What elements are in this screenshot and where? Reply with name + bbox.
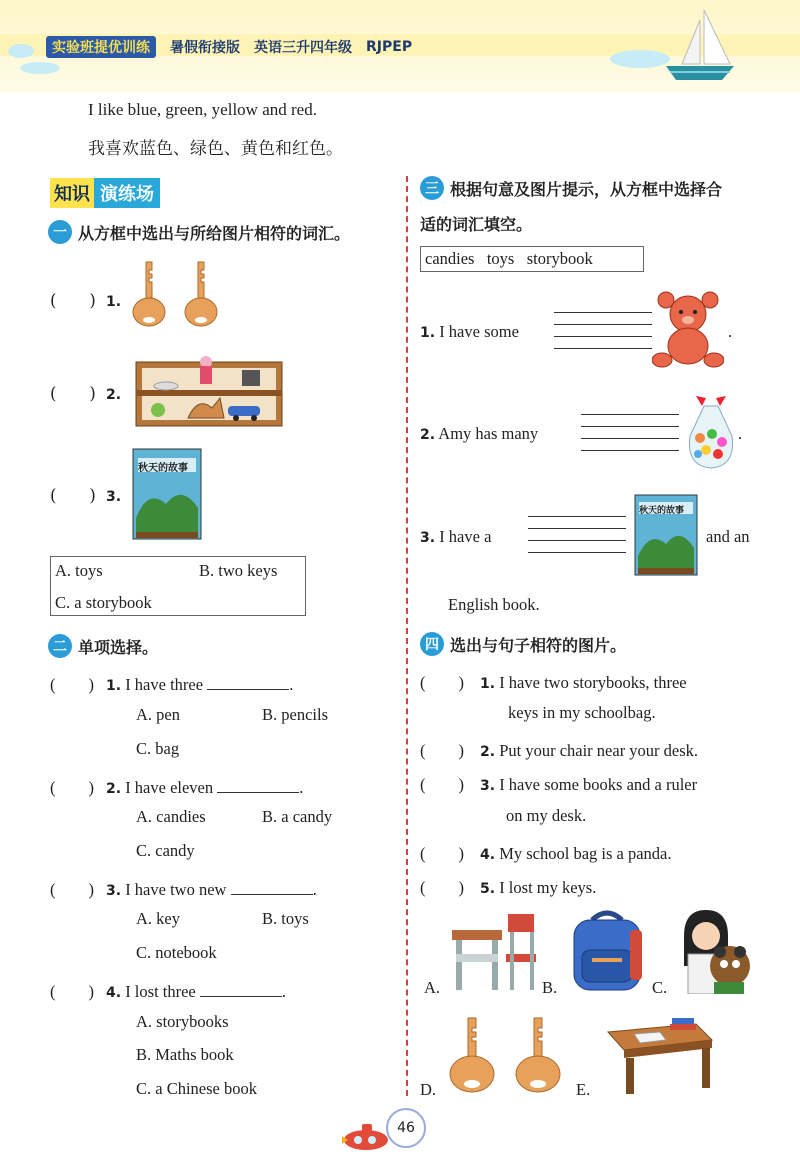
s4-item-1-continuation: keys in my schoolbag. bbox=[508, 703, 656, 722]
s2-q2-option-b: B. a candy bbox=[262, 807, 333, 826]
answer-blank[interactable] bbox=[207, 676, 289, 690]
sailboat-icon bbox=[660, 6, 740, 88]
s2-q1-option-b: B. pencils bbox=[262, 705, 328, 724]
s2-q3-option-b: B. toys bbox=[262, 909, 309, 928]
s4-item-3-continuation: on my desk. bbox=[506, 806, 587, 825]
question-number: 1. bbox=[106, 678, 122, 694]
s3-q2-writing-line[interactable] bbox=[581, 438, 679, 439]
question-text: I have three bbox=[125, 675, 204, 694]
section-3-heading bbox=[420, 176, 722, 200]
s3-q1-writing-line[interactable] bbox=[554, 336, 652, 337]
item-text: My school bag is a panda. bbox=[499, 844, 672, 863]
s3-q1-writing-line[interactable] bbox=[554, 312, 652, 313]
s3-q3-end: and an bbox=[706, 527, 750, 546]
section-4-title: 选出与句子相符的图片。 bbox=[450, 635, 627, 655]
answer-paren[interactable]: ( ) bbox=[50, 486, 96, 505]
question-text: I have some bbox=[439, 322, 519, 341]
s1-item-3 bbox=[50, 482, 121, 506]
s3-q1-writing-line[interactable] bbox=[554, 324, 652, 325]
answer-paren[interactable]: ( ) bbox=[50, 982, 94, 1001]
section-3-title-line2: 适的词汇填空。 bbox=[420, 215, 533, 234]
question-text: Amy has many bbox=[438, 424, 539, 443]
item-number: 2. bbox=[480, 744, 496, 760]
s2-q1-option-a: A. pen bbox=[136, 705, 180, 724]
picture-label-d: D. bbox=[420, 1080, 437, 1099]
option-c: C. a storybook bbox=[55, 593, 152, 612]
answer-paren[interactable]: ( ) bbox=[50, 778, 94, 797]
s3-q3-writing-line[interactable] bbox=[528, 540, 626, 541]
s2-q3-option-a: A. key bbox=[136, 909, 180, 928]
s4-item-3 bbox=[420, 771, 697, 795]
schoolbag-icon bbox=[568, 910, 646, 994]
desk-with-books-icon bbox=[604, 1014, 716, 1098]
column-divider bbox=[406, 176, 408, 1096]
s3-q1-writing-line[interactable] bbox=[554, 348, 652, 349]
answer-paren[interactable]: ( ) bbox=[420, 775, 464, 794]
s3-q3-writing-line[interactable] bbox=[528, 528, 626, 529]
section-1-number: 一 bbox=[48, 220, 72, 244]
intro-english: I like blue, green, yellow and red. bbox=[88, 100, 317, 119]
s2-q4-option-c: C. a Chinese book bbox=[136, 1079, 257, 1098]
item-text: I have some books and a ruler bbox=[499, 775, 698, 794]
toy-shelf-icon bbox=[132, 348, 286, 428]
answer-paren[interactable]: ( ) bbox=[50, 675, 94, 694]
s2-q4-option-a: A. storybooks bbox=[136, 1012, 229, 1031]
answer-blank[interactable] bbox=[231, 881, 313, 895]
answer-paren[interactable]: ( ) bbox=[420, 673, 464, 692]
answer-paren[interactable]: ( ) bbox=[420, 844, 464, 863]
answer-blank[interactable] bbox=[217, 779, 299, 793]
item-number: 1. bbox=[480, 676, 496, 692]
question-number: 3. bbox=[420, 530, 436, 546]
s3-q1-end: . bbox=[728, 322, 733, 341]
s3-q2-end: . bbox=[738, 424, 743, 443]
picture-label-a: A. bbox=[424, 978, 441, 997]
header-brand: 实验班提优训练 bbox=[46, 36, 156, 58]
s3-question-1 bbox=[420, 322, 519, 342]
section-label-part1: 知识 bbox=[50, 178, 94, 208]
question-text: I lost three bbox=[125, 982, 196, 1001]
s2-q2-option-a: A. candies bbox=[136, 807, 206, 826]
s2-question-1: ( ) 1. I have three . bbox=[50, 671, 293, 695]
intro-chinese: 我喜欢蓝色、绿色、黄色和红色。 bbox=[88, 139, 343, 159]
question-text: I have eleven bbox=[125, 778, 214, 797]
option-b: B. two keys bbox=[199, 561, 278, 580]
candy-bag-icon bbox=[684, 394, 738, 472]
question-number: 2. bbox=[420, 427, 436, 443]
header-version: RJPEP bbox=[366, 39, 413, 55]
section-label-part2: 演练场 bbox=[94, 178, 160, 208]
desk-and-chair-icon bbox=[448, 910, 540, 994]
header-subject: 英语三升四年级 bbox=[254, 40, 352, 56]
s3-q3-writing-line[interactable] bbox=[528, 516, 626, 517]
section-label bbox=[50, 178, 160, 208]
header-title bbox=[46, 36, 412, 58]
answer-paren[interactable]: ( ) bbox=[50, 880, 94, 899]
section-2-number: 二 bbox=[48, 634, 72, 658]
question-number: 3. bbox=[106, 883, 122, 899]
section-2-title: 单项选择。 bbox=[78, 637, 159, 657]
s2-q2-option-c: C. candy bbox=[136, 841, 195, 860]
storybook-cover-title: 秋天的故事 bbox=[639, 506, 685, 516]
question-number: 1. bbox=[420, 325, 436, 341]
s3-q3-writing-line[interactable] bbox=[528, 552, 626, 553]
s3-question-2 bbox=[420, 424, 538, 444]
girl-with-panda-bag-icon bbox=[678, 908, 752, 994]
s1-options-box bbox=[50, 556, 306, 616]
picture-label-e: E. bbox=[576, 1080, 591, 1099]
s3-q2-writing-line[interactable] bbox=[581, 426, 679, 427]
picture-label-c: C. bbox=[652, 978, 668, 997]
s2-q1-option-c: C. bag bbox=[136, 739, 180, 758]
s3-word-box: candies toys storybook bbox=[420, 246, 644, 272]
item-number: 3. bbox=[106, 489, 122, 505]
storybook-cover-title: 秋天的故事 bbox=[138, 463, 188, 474]
item-text: Put your chair near your desk. bbox=[499, 741, 699, 760]
answer-paren[interactable]: ( ) bbox=[50, 384, 96, 403]
answer-paren[interactable]: ( ) bbox=[420, 741, 464, 760]
question-text: I have two new bbox=[125, 880, 227, 899]
header-edition: 暑假衔接版 bbox=[170, 40, 240, 56]
answer-paren[interactable]: ( ) bbox=[420, 878, 464, 897]
section-4-number: 四 bbox=[420, 632, 444, 656]
item-number: 1. bbox=[106, 294, 122, 310]
two-keys-icon bbox=[442, 1014, 570, 1096]
picture-label-b: B. bbox=[542, 978, 558, 997]
s1-item-1 bbox=[50, 287, 121, 311]
section-3-title-line1: 根据句意及图片提示，从方框中选择合 bbox=[450, 179, 723, 199]
item-text: I have two storybooks, three bbox=[499, 673, 687, 692]
section-1-heading bbox=[48, 220, 350, 244]
s3-q2-writing-line[interactable] bbox=[581, 450, 679, 451]
s1-item-2 bbox=[50, 380, 121, 404]
teddy-bear-icon bbox=[652, 290, 724, 370]
item-number: 5. bbox=[480, 881, 496, 897]
s3-q2-writing-line[interactable] bbox=[581, 414, 679, 415]
section-2-heading bbox=[48, 634, 158, 658]
s2-q4-option-b: B. Maths book bbox=[136, 1045, 234, 1064]
s4-item-5 bbox=[420, 874, 596, 898]
s2-q3-option-c: C. notebook bbox=[136, 943, 217, 962]
section-1-title: 从方框中选出与所给图片相符的词汇。 bbox=[78, 223, 351, 243]
item-number: 4. bbox=[480, 847, 496, 863]
item-text: I lost my keys. bbox=[499, 878, 597, 897]
s4-item-2 bbox=[420, 737, 698, 761]
s2-question-3: ( ) 3. I have two new . bbox=[50, 876, 317, 900]
two-keys-icon bbox=[128, 258, 228, 332]
s2-question-2: ( ) 2. I have eleven . bbox=[50, 774, 303, 798]
section-3-number: 三 bbox=[420, 176, 444, 200]
submarine-icon bbox=[340, 1118, 390, 1152]
s3-q3-continuation: English book. bbox=[448, 595, 540, 614]
question-number: 4. bbox=[106, 985, 122, 1001]
section-4-heading bbox=[420, 632, 626, 656]
answer-paren[interactable]: ( ) bbox=[50, 291, 96, 310]
item-number: 2. bbox=[106, 387, 122, 403]
question-text: I have a bbox=[439, 527, 492, 546]
answer-blank[interactable] bbox=[200, 983, 282, 997]
page-number: 46 bbox=[386, 1108, 426, 1148]
s3-question-3 bbox=[420, 527, 491, 547]
option-a: A. toys bbox=[55, 561, 103, 580]
s4-item-1 bbox=[420, 669, 687, 693]
question-number: 2. bbox=[106, 781, 122, 797]
item-number: 3. bbox=[480, 778, 496, 794]
s2-question-4: ( ) 4. I lost three . bbox=[50, 978, 286, 1002]
s4-item-4 bbox=[420, 840, 672, 864]
